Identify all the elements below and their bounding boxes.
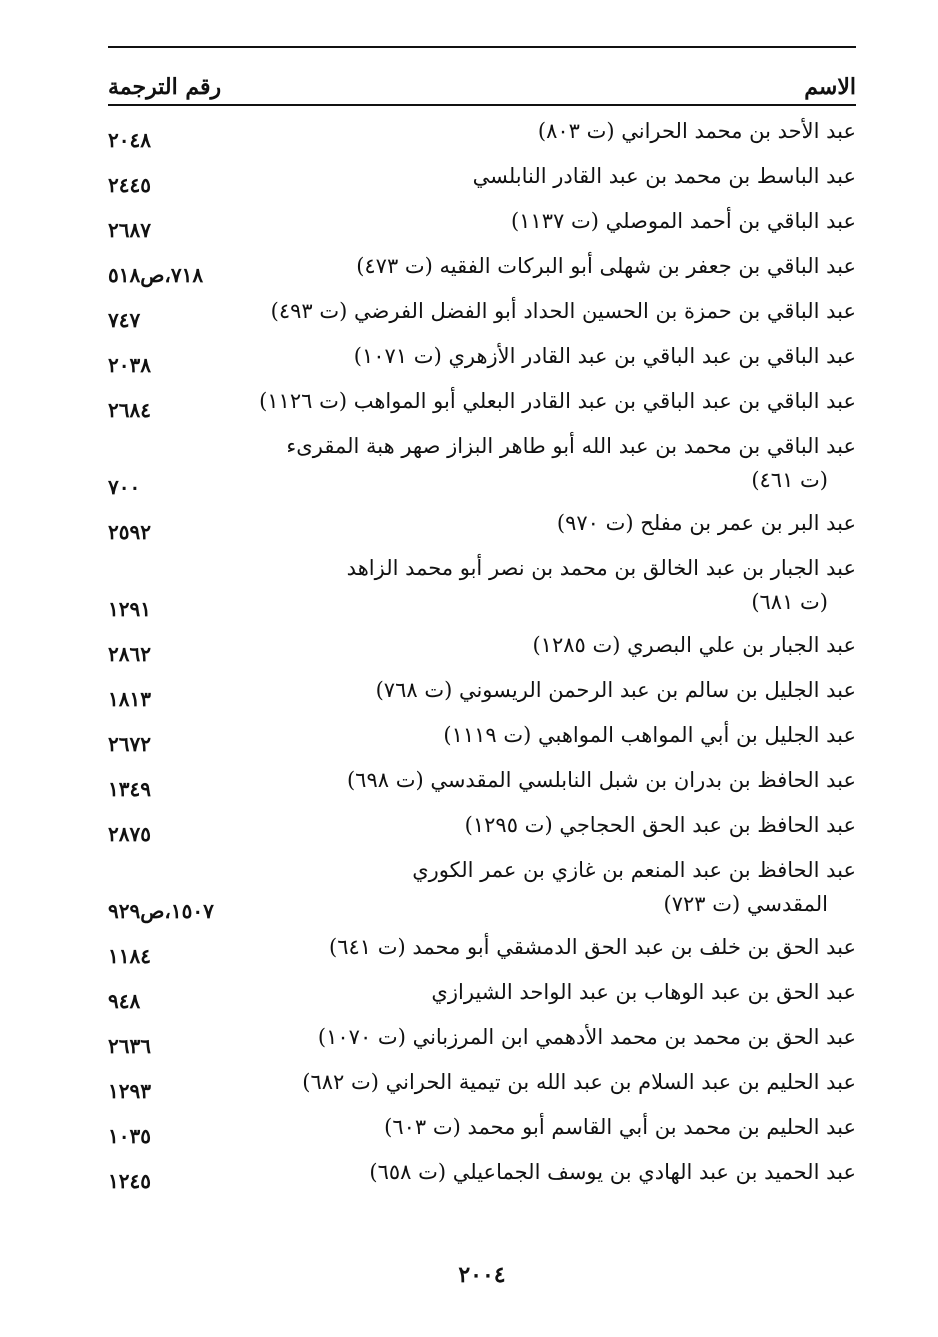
entry-name-line1: عبد الجبار بن عبد الخالق بن محمد بن نصر أبو محمد الزاهد: [346, 556, 856, 580]
entry-number: ٢٤٤٥: [108, 173, 151, 197]
list-item: [108, 1155, 856, 1200]
list-item: [108, 551, 856, 628]
entry-name: عبد الباقي بن عبد الباقي بن عبد القادر الأزهري (ت ١٠٧١): [353, 344, 856, 368]
list-item: [108, 853, 856, 930]
entry-name-line2: (ت ٦٨١): [751, 590, 828, 614]
list-item: [108, 1065, 856, 1110]
list-item: [108, 1020, 856, 1065]
entry-name: عبد الجليل بن سالم بن عبد الرحمن الريسوني (ت ٧٦٨): [375, 678, 856, 702]
entry-name: [236, 853, 856, 921]
list-item: [108, 159, 856, 204]
list-item: [108, 339, 856, 384]
list-item: [108, 763, 856, 808]
entry-number: ٢٨٦٢: [108, 642, 151, 666]
entry-number: ٧٠٠: [108, 475, 141, 499]
entry-number: ١٣٤٩: [108, 777, 151, 801]
entry-name: عبد الأحد بن محمد الحراني (ت ٨٠٣): [537, 119, 856, 143]
entry-name: عبد الحق بن خلف بن عبد الحق الدمشقي أبو محمد (ت ٦٤١): [328, 935, 856, 959]
entry-number: ٢٨٧٥: [108, 822, 151, 846]
header-rule: [108, 104, 856, 106]
entry-number: ٩٤٨: [108, 989, 141, 1013]
entry-number: ٢٠٤٨: [108, 128, 151, 152]
entry-name: عبد الحليم بن محمد بن أبي القاسم أبو محمد (ت ٦٠٣): [384, 1115, 856, 1139]
entry-name-line2: (ت ٤٦١): [751, 468, 828, 492]
top-rule: [108, 46, 856, 48]
entry-name: عبد الباسط بن محمد بن عبد القادر النابلسي: [472, 164, 856, 188]
entry-name: [236, 429, 856, 497]
entry-name: [236, 551, 856, 619]
entry-name: عبد الحميد بن عبد الهادي بن يوسف الجماعيلي (ت ٦٥٨): [369, 1160, 856, 1184]
list-item: [108, 975, 856, 1020]
entry-name: عبد الحافظ بن عبد الحق الحجاجي (ت ١٢٩٥): [464, 813, 856, 837]
entry-number: ٢٦٨٧: [108, 218, 151, 242]
entry-name: عبد الحق بن عبد الوهاب بن عبد الواحد الشيرازي: [431, 980, 856, 1004]
entry-number: ١٥٠٧،ص٩٢٩: [108, 899, 214, 923]
entry-number: ١١٨٤: [108, 944, 151, 968]
entry-name: عبد الحافظ بن بدران بن شبل النابلسي المقدسي (ت ٦٩٨): [346, 768, 856, 792]
list-item: [108, 930, 856, 975]
entry-name-line2: المقدسي (ت ٧٢٣): [663, 892, 828, 916]
entry-number: ٢٠٣٨: [108, 353, 151, 377]
list-item: [108, 1110, 856, 1155]
entry-number: ١٢٩١: [108, 597, 151, 621]
entry-name: عبد الجبار بن علي البصري (ت ١٢٨٥): [532, 633, 856, 657]
number-column-label: رقم الترجمة: [108, 74, 222, 100]
list-item: [108, 294, 856, 339]
list-item: [108, 673, 856, 718]
entry-number: ١٢٩٣: [108, 1079, 151, 1103]
entry-number: ٧١٨،ص٥١٨: [108, 263, 204, 287]
list-item: [108, 718, 856, 763]
entry-name: عبد الباقي بن أحمد الموصلي (ت ١١٣٧): [510, 209, 856, 233]
entry-number: ٢٦٨٤: [108, 398, 151, 422]
entry-number: ٢٦٧٢: [108, 732, 151, 756]
entry-name: عبد الجليل بن أبي المواهب المواهبي (ت ١١١٩): [443, 723, 856, 747]
list-item: [108, 114, 856, 159]
entry-name: عبد الباقي بن جعفر بن شهلى أبو البركات الفقيه (ت ٤٧٣): [356, 254, 856, 278]
list-item: [108, 808, 856, 853]
entry-number: ١٠٣٥: [108, 1124, 151, 1148]
list-item: [108, 204, 856, 249]
entry-name: عبد الحليم بن عبد السلام بن عبد الله بن تيمية الحراني (ت ٦٨٢): [302, 1070, 856, 1094]
entry-name-line1: عبد الحافظ بن عبد المنعم بن غازي بن عمر الكوري: [412, 858, 856, 882]
index-page: [108, 46, 856, 1306]
list-item: [108, 429, 856, 506]
entry-name: عبد الحق بن محمد بن محمد الأدهمي ابن المرزباني (ت ١٠٧٠): [317, 1025, 856, 1049]
entry-name: عبد البر بن عمر بن مفلح (ت ٩٧٠): [556, 511, 856, 535]
page-number: ٢٠٠٤: [458, 1262, 506, 1288]
entry-number: ١٢٤٥: [108, 1169, 151, 1193]
list-item: [108, 628, 856, 673]
entry-name: عبد الباقي بن عبد الباقي بن عبد القادر البعلي أبو المواهب (ت ١١٢٦): [259, 389, 856, 413]
entry-number: ٢٥٩٢: [108, 520, 151, 544]
list-item: [108, 384, 856, 429]
entry-number: ١٨١٣: [108, 687, 151, 711]
list-item: [108, 506, 856, 551]
entry-list: [108, 114, 856, 1200]
entry-name-line1: عبد الباقي بن محمد بن عبد الله أبو طاهر البزاز صهر هبة المقرىء: [286, 434, 856, 458]
list-item: [108, 249, 856, 294]
name-column-label: الاسم: [804, 74, 856, 100]
entry-number: ٧٤٧: [108, 308, 141, 332]
entry-name: عبد الباقي بن حمزة بن الحسين الحداد أبو الفضل الفرضي (ت ٤٩٣): [270, 299, 856, 323]
entry-number: ٢٦٣٦: [108, 1034, 151, 1058]
